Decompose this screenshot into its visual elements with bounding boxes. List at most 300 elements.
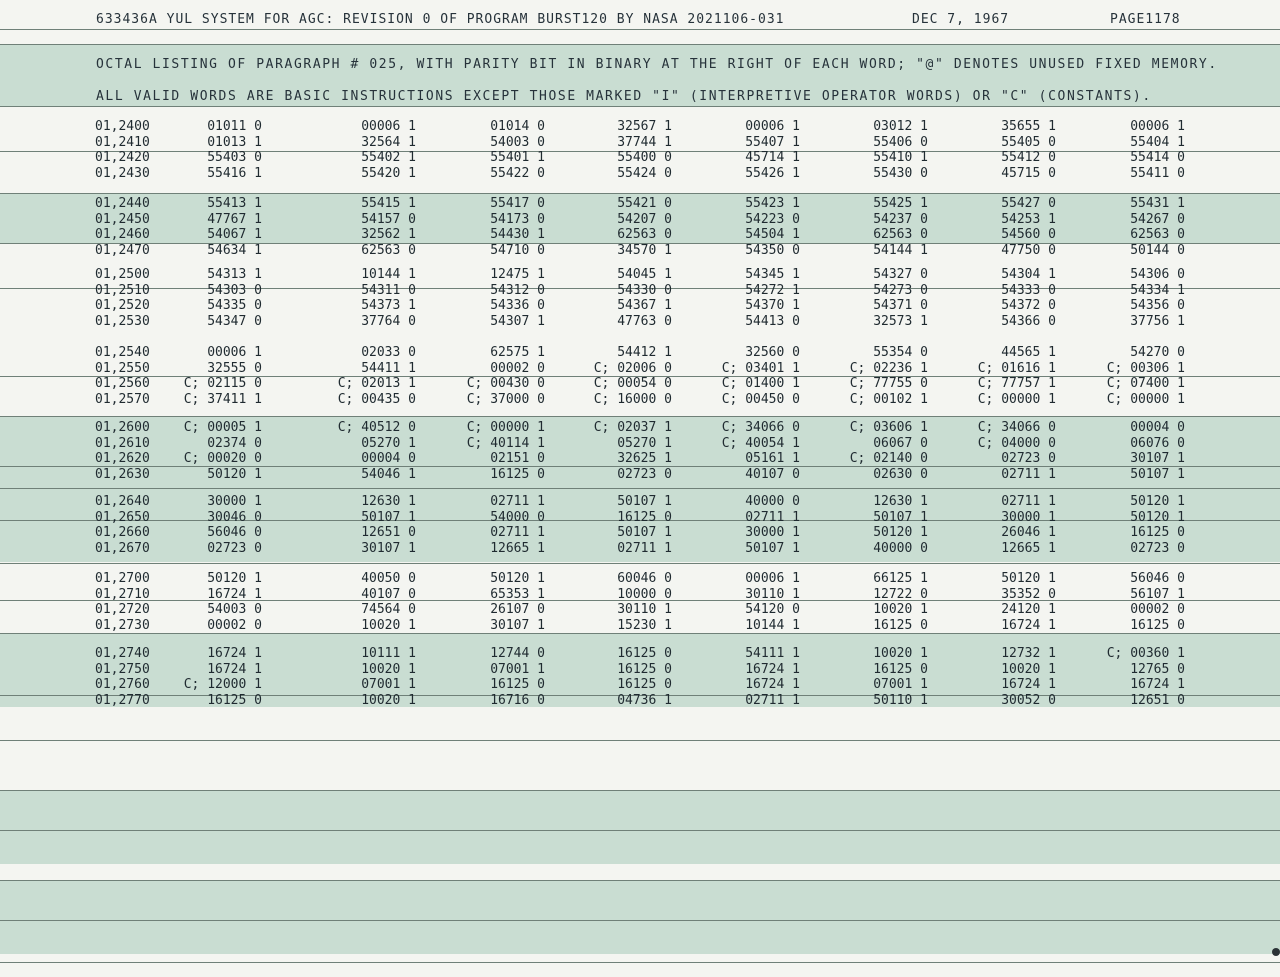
octal-word: C; 34066 0 [721,420,800,435]
octal-word: 00002 0 [490,360,545,376]
listing-row [0,135,1280,151]
listing-row [0,150,1280,166]
octal-word: 54710 0 [490,242,545,258]
octal-word: 40000 0 [873,540,928,556]
octal-word: 26046 1 [1001,525,1056,540]
octal-word: 02033 0 [361,345,416,360]
octal-word: 00002 0 [207,617,262,633]
listing-row [0,467,1280,483]
row-address: 01,2460 [95,227,150,242]
listing-row [0,525,1280,541]
octal-word: 10111 1 [361,646,416,661]
octal-word: 02723 0 [207,540,262,556]
octal-word: 55430 0 [873,165,928,181]
octal-word: 10020 1 [1001,661,1056,677]
octal-word: 62563 0 [617,227,672,242]
octal-word: 54313 1 [207,267,262,282]
octal-word: 32560 0 [745,345,800,360]
octal-word: 55413 1 [207,196,262,211]
octal-word: 54307 1 [490,313,545,329]
octal-word: 30110 1 [745,586,800,602]
feed-hole [1272,948,1280,956]
octal-word: 10144 1 [745,617,800,633]
octal-word: 40000 0 [745,494,800,509]
octal-word: 54370 1 [745,298,800,313]
octal-word: 54336 0 [490,298,545,313]
octal-word: 55425 1 [873,196,928,211]
octal-word: 55412 0 [1001,150,1056,165]
octal-word: 54253 1 [1001,211,1056,227]
octal-word: 16125 0 [617,661,672,677]
octal-word: 50107 1 [1130,466,1185,482]
octal-word: 12475 1 [490,267,545,282]
octal-word: 12722 0 [873,586,928,602]
row-address: 01,2570 [95,391,150,407]
paper-rule [0,106,1280,107]
octal-word: 10020 1 [361,692,416,708]
row-address: 01,2620 [95,451,150,466]
octal-word: 35352 0 [1001,586,1056,602]
row-address: 01,2600 [95,420,150,435]
octal-word: 55414 0 [1130,150,1185,165]
octal-word: 32564 1 [361,134,416,150]
octal-word: 54411 1 [361,360,416,376]
octal-word: 16125 0 [490,677,545,692]
octal-word: 54237 0 [873,211,928,227]
octal-word: 12732 1 [1001,646,1056,661]
octal-word: 07001 1 [361,677,416,692]
octal-word: 55400 0 [617,150,672,165]
octal-word: 55354 0 [873,345,928,360]
octal-word: 54111 1 [745,646,800,661]
octal-word: 02711 1 [1001,466,1056,482]
octal-word: C; 03606 1 [849,420,928,435]
octal-word: 55417 0 [490,196,545,211]
octal-word: 54270 0 [1130,345,1185,360]
octal-word: 12630 1 [873,494,928,509]
octal-word: 24120 1 [1001,602,1056,617]
listing-row [0,436,1280,452]
octal-word: C; 77757 1 [977,376,1056,391]
listing-row [0,283,1280,299]
paper-rule [0,193,1280,194]
listing-row [0,376,1280,392]
octal-word: 03012 1 [873,119,928,134]
octal-word: 54334 1 [1130,282,1185,298]
octal-word: 54347 0 [207,313,262,329]
paper-rule [0,29,1280,30]
octal-word: 16724 1 [1130,677,1185,692]
octal-word: C; 00020 0 [183,451,262,466]
row-address: 01,2410 [95,134,150,150]
octal-word: 54157 0 [361,211,416,227]
octal-word: 04736 1 [617,692,672,708]
octal-word: 55410 1 [873,150,928,165]
paper-rule [0,920,1280,921]
octal-word: 12765 0 [1130,661,1185,677]
octal-word: 55402 1 [361,150,416,165]
octal-word: C; 02013 1 [337,376,416,391]
octal-word: 16125 0 [207,692,262,708]
octal-word: 50120 1 [490,571,545,586]
octal-word: 50120 1 [873,525,928,540]
listing-row [0,420,1280,436]
octal-word: C; 04000 0 [977,435,1056,451]
row-address: 01,2730 [95,617,150,633]
octal-word: 00006 1 [745,119,800,134]
row-address: 01,2720 [95,602,150,617]
octal-word: C; 12000 1 [183,677,262,692]
octal-word: 55422 0 [490,165,545,181]
listing-row [0,314,1280,330]
octal-word: C; 00000 1 [466,420,545,435]
octal-word: 05270 1 [361,435,416,451]
octal-word: 54412 1 [617,345,672,360]
listing-row [0,243,1280,259]
octal-word: C; 40114 1 [466,435,545,451]
listing-row [0,662,1280,678]
octal-word: C; 03401 1 [721,360,800,376]
octal-word: 00006 1 [1130,119,1185,134]
listing-row [0,227,1280,243]
octal-word: C; 02140 0 [849,451,928,466]
octal-word: 54345 1 [745,267,800,282]
octal-word: 40050 0 [361,571,416,586]
octal-word: 54335 0 [207,298,262,313]
octal-word: C; 00450 0 [721,391,800,407]
octal-word: C; 00435 0 [337,391,416,407]
row-address: 01,2440 [95,196,150,211]
row-address: 01,2430 [95,165,150,181]
octal-word: 32625 1 [617,451,672,466]
octal-word: 02630 0 [873,466,928,482]
octal-word: 54356 0 [1130,298,1185,313]
octal-word: 54330 0 [617,282,672,298]
octal-word: 50110 1 [873,692,928,708]
octal-word: 12630 1 [361,494,416,509]
octal-word: 00006 1 [361,119,416,134]
octal-word: 10020 1 [873,646,928,661]
octal-word: 54333 0 [1001,282,1056,298]
octal-word: 47763 0 [617,313,672,329]
row-address: 01,2420 [95,150,150,165]
octal-word: 02723 0 [1130,540,1185,556]
listing-row [0,212,1280,228]
octal-word: 16724 1 [1001,617,1056,633]
octal-word: 05161 1 [745,451,800,466]
listing-row [0,196,1280,212]
octal-word: 74564 0 [361,602,416,617]
octal-word: C; 07400 1 [1106,376,1185,391]
octal-word: 50120 1 [1130,509,1185,525]
octal-word: 54372 0 [1001,298,1056,313]
octal-word: 56107 1 [1130,586,1185,602]
octal-word: 37764 0 [361,313,416,329]
octal-word: 02711 1 [745,509,800,525]
octal-word: 55404 1 [1130,134,1185,150]
row-address: 01,2610 [95,435,150,451]
octal-word: 54367 1 [617,298,672,313]
octal-word: 10020 1 [873,602,928,617]
octal-word: 50107 1 [745,540,800,556]
octal-word: 50120 1 [207,466,262,482]
paper-rule [0,44,1280,45]
octal-word: 10000 0 [617,586,672,602]
octal-word: 16125 0 [617,677,672,692]
octal-word: 54067 1 [207,227,262,242]
octal-word: 55427 0 [1001,196,1056,211]
listing-row [0,693,1280,709]
octal-word: C; 02006 0 [593,360,672,376]
octal-word: C; 00005 1 [183,420,262,435]
paper-rule [0,563,1280,564]
octal-word: 32573 1 [873,313,928,329]
octal-word: 54003 0 [490,134,545,150]
octal-word: 55431 1 [1130,196,1185,211]
octal-word: 30107 1 [361,540,416,556]
octal-word: 16724 1 [745,677,800,692]
octal-word: 54350 0 [745,242,800,258]
octal-word: 54207 0 [617,211,672,227]
octal-word: 54366 0 [1001,313,1056,329]
octal-word: 54413 0 [745,313,800,329]
paper-rule [0,962,1280,963]
octal-word: 00004 0 [1130,420,1185,435]
octal-word: 54003 0 [207,602,262,617]
octal-word: 56046 0 [207,525,262,540]
octal-word: C; 01616 1 [977,360,1056,376]
octal-word: 65353 1 [490,586,545,602]
octal-word: 12665 1 [490,540,545,556]
octal-word: 54272 1 [745,282,800,298]
row-address: 01,2700 [95,571,150,586]
octal-word: 00002 0 [1130,602,1185,617]
tractor-feed-holes [1272,0,1280,977]
octal-word: 37744 1 [617,134,672,150]
octal-word: 16125 0 [1130,525,1185,540]
octal-word: 54144 1 [873,242,928,258]
octal-word: 16125 0 [873,661,928,677]
octal-word: 50120 1 [1001,571,1056,586]
paper-rule [0,488,1280,489]
octal-word: 54045 1 [617,267,672,282]
octal-word: 00006 1 [207,345,262,360]
octal-word: 54304 1 [1001,267,1056,282]
octal-word: 16125 0 [873,617,928,633]
row-address: 01,2540 [95,345,150,360]
octal-word: 54327 0 [873,267,928,282]
octal-word: 45715 0 [1001,165,1056,181]
octal-word: 12651 0 [361,525,416,540]
octal-word: 40107 0 [745,466,800,482]
description-line-1: OCTAL LISTING OF PARAGRAPH # 025, WITH PARITY BIT IN BINARY AT THE RIGHT OF EACH WORD; "@" DENOTES UNUSED FIXED MEMORY. [96,57,1218,72]
octal-word: 30000 1 [207,494,262,509]
row-address: 01,2770 [95,692,150,708]
octal-word: 56046 0 [1130,571,1185,586]
octal-word: 44565 1 [1001,345,1056,360]
octal-word: 50107 1 [873,509,928,525]
octal-word: 54223 0 [745,211,800,227]
octal-word: 16724 1 [207,661,262,677]
octal-word: 50107 1 [617,525,672,540]
octal-word: C; 40054 1 [721,435,800,451]
octal-word: 55406 0 [873,134,928,150]
octal-word: 54303 0 [207,282,262,298]
octal-word: 54173 0 [490,211,545,227]
octal-word: 16724 1 [745,661,800,677]
octal-word: 55426 1 [745,165,800,181]
paper-rule [0,740,1280,741]
octal-word: 50120 1 [1130,494,1185,509]
octal-word: 06067 0 [873,435,928,451]
octal-word: C; 00000 1 [1106,391,1185,407]
header-date: DEC 7, 1967 [912,12,1010,27]
row-address: 01,2660 [95,525,150,540]
octal-word: 62563 0 [873,227,928,242]
octal-word: 16125 0 [490,466,545,482]
header-page-number: PAGE1178 [1110,12,1181,27]
row-address: 01,2630 [95,466,150,482]
octal-word: 02723 0 [617,466,672,482]
octal-word: 30046 0 [207,509,262,525]
octal-word: C; 02037 1 [593,420,672,435]
octal-word: 01011 0 [207,119,262,134]
row-address: 01,2740 [95,646,150,661]
row-address: 01,2400 [95,119,150,134]
octal-word: 15230 1 [617,617,672,633]
octal-word: 12744 0 [490,646,545,661]
row-address: 01,2470 [95,242,150,258]
listing-row [0,345,1280,361]
octal-word: 45714 1 [745,150,800,165]
octal-word: C; 16000 0 [593,391,672,407]
octal-word: 10020 1 [361,661,416,677]
octal-word: 06076 0 [1130,435,1185,451]
octal-word: 02723 0 [1001,451,1056,466]
octal-word: C; 00306 1 [1106,360,1185,376]
octal-word: 01014 0 [490,119,545,134]
octal-word: C; 37000 0 [466,391,545,407]
octal-word: 55407 1 [745,134,800,150]
paper-rule [0,830,1280,831]
octal-word: 02711 1 [617,540,672,556]
row-address: 01,2450 [95,211,150,227]
octal-word: 54311 0 [361,282,416,298]
octal-word: 54267 0 [1130,211,1185,227]
octal-word: 30107 1 [1130,451,1185,466]
row-address: 01,2520 [95,298,150,313]
octal-word: 30052 0 [1001,692,1056,708]
listing-row [0,166,1280,182]
octal-word: 16724 1 [207,586,262,602]
octal-word: 02711 1 [1001,494,1056,509]
listing-row [0,571,1280,587]
listing-row [0,119,1280,135]
octal-word: 55403 0 [207,150,262,165]
octal-word: 10144 1 [361,267,416,282]
paper-rule [0,790,1280,791]
listing-row [0,494,1280,510]
row-address: 01,2500 [95,267,150,282]
row-address: 01,2550 [95,360,150,376]
octal-word: 55411 0 [1130,165,1185,181]
octal-word: 60046 0 [617,571,672,586]
octal-word: 26107 0 [490,602,545,617]
octal-word: C; 00360 1 [1106,646,1185,661]
octal-word: 54373 1 [361,298,416,313]
paper-rule [0,416,1280,417]
listing-row [0,677,1280,693]
octal-word: 50144 0 [1130,242,1185,258]
octal-word: 54306 0 [1130,267,1185,282]
greenbar-band [0,790,1280,864]
octal-word: 62563 0 [1130,227,1185,242]
octal-word: C; 02236 1 [849,360,928,376]
octal-word: 07001 1 [490,661,545,677]
octal-word: C; 02115 0 [183,376,262,391]
octal-word: 50107 1 [617,494,672,509]
octal-word: 30110 1 [617,602,672,617]
octal-word: 54371 0 [873,298,928,313]
octal-word: 02151 0 [490,451,545,466]
octal-word: 16724 1 [1001,677,1056,692]
octal-word: 00004 0 [361,451,416,466]
octal-word: 54000 0 [490,509,545,525]
octal-word: 55423 1 [745,196,800,211]
octal-word: 16125 0 [1130,617,1185,633]
octal-word: 40107 0 [361,586,416,602]
octal-word: 54312 0 [490,282,545,298]
row-address: 01,2750 [95,661,150,677]
row-address: 01,2640 [95,494,150,509]
octal-word: 12651 0 [1130,692,1185,708]
listing-row [0,541,1280,557]
octal-word: 16716 0 [490,692,545,708]
octal-word: 32555 0 [207,360,262,376]
octal-word: C; 00054 0 [593,376,672,391]
listing-row [0,602,1280,618]
octal-word: 50107 1 [361,509,416,525]
listing-row [0,392,1280,408]
octal-word: 55415 1 [361,196,416,211]
octal-word: C; 00102 1 [849,391,928,407]
listing-row [0,267,1280,283]
octal-word: 54120 0 [745,602,800,617]
octal-word: 02711 1 [490,494,545,509]
octal-word: 55421 0 [617,196,672,211]
octal-word: 47750 0 [1001,242,1056,258]
octal-word: 32567 1 [617,119,672,134]
row-address: 01,2710 [95,586,150,602]
row-address: 01,2510 [95,282,150,298]
octal-word: 02374 0 [207,435,262,451]
octal-word: 54046 1 [361,466,416,482]
octal-word: 47767 1 [207,211,262,227]
row-address: 01,2560 [95,376,150,391]
octal-word: 66125 1 [873,571,928,586]
octal-word: 02711 1 [490,525,545,540]
octal-word: 54560 0 [1001,227,1056,242]
listing-row [0,298,1280,314]
octal-word: C; 77755 0 [849,376,928,391]
listing-row [0,587,1280,603]
octal-word: 35655 1 [1001,119,1056,134]
octal-word: 12665 1 [1001,540,1056,556]
listing-row [0,451,1280,467]
octal-word: 32562 1 [361,227,416,242]
listing-row [0,510,1280,526]
octal-word: 01013 1 [207,134,262,150]
